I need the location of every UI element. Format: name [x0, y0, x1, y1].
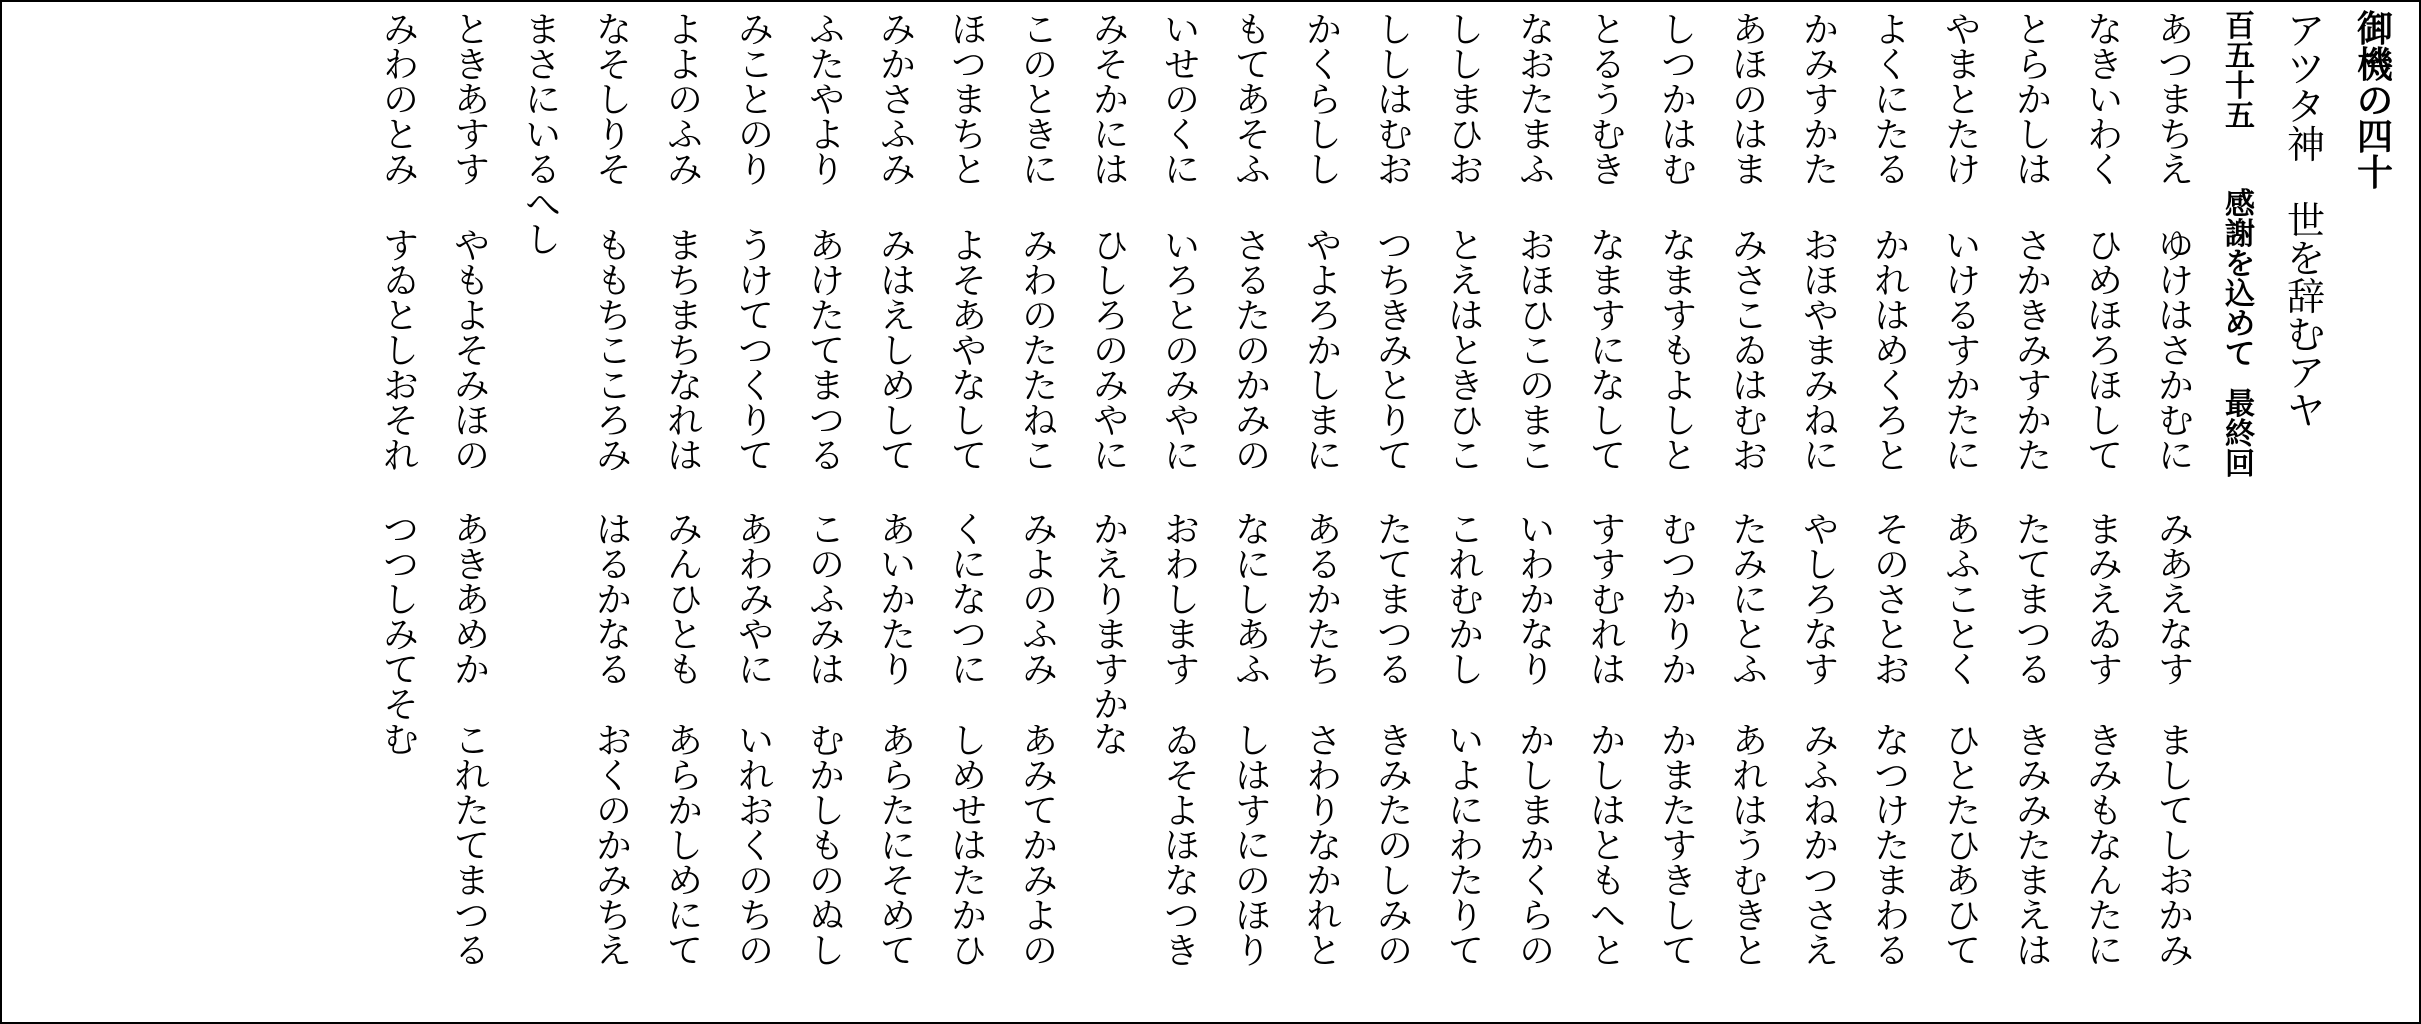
poem-line-5-part-3: そ の さ と お	[1874, 511, 1910, 691]
poem-line-8-part-1: し つ か は む	[1661, 11, 1697, 191]
poem-line-24-part-1: ま さ に い る へ し	[525, 11, 561, 261]
poem-line-6-part-3: や し ろ な す	[1803, 511, 1839, 691]
poem-line-21-part-4: い れ お く の ち の	[738, 722, 774, 972]
chapter-number: 百 五 十 五	[2225, 9, 2255, 134]
poem-line-19-part-3: あ い か た り	[880, 511, 916, 691]
document-title: 御 機 の 四 十	[2357, 9, 2394, 194]
poem-line-26-part-3: つ つ し み て そ む	[383, 511, 419, 761]
poem-line-25-part-4: こ れ た て ま つ る	[454, 722, 490, 972]
poem-line-20-part-2: あ け た て ま つ る	[809, 227, 845, 477]
poem-line-21-part-3: あ わ み や に	[738, 511, 774, 691]
poem-line-11-part-1: し し ま ひ お	[1448, 11, 1484, 191]
poem-line-9-part-3: す す む れ は	[1590, 511, 1626, 691]
poem-line-6-part-2: お ほ や ま み ね に	[1803, 227, 1839, 477]
poem-line-23-part-3: は る か な る	[596, 511, 632, 691]
poem-line-17-part-3: み よ の ふ み	[1022, 511, 1058, 691]
poem-line-7-part-4: あ れ は う む き と	[1732, 722, 1768, 972]
poem-line-18-part-1: ほ つ ま ち と	[951, 11, 987, 191]
poem-line-23-part-4: お く の か み ち え	[596, 722, 632, 972]
poem-line-15-part-1: い せ の く に	[1164, 11, 1200, 191]
poem-line-2-part-1: な き い わ く	[2087, 11, 2123, 191]
poem-line-15-part-3: お わ し ま す	[1164, 511, 1200, 691]
poem-line-15-part-4: ゐ そ よ ほ な つ き	[1164, 722, 1200, 972]
poem-line-18-part-2: よ そ あ や な し て	[951, 227, 987, 477]
poem-line-9-part-1: と る う む き	[1590, 11, 1626, 191]
poem-line-25-part-1: と き あ す す	[454, 11, 490, 191]
poem-line-8-part-2: な ま す も よ し と	[1661, 227, 1697, 477]
chapter-note: 感 謝 を 込 め て	[2225, 187, 2255, 372]
poem-line-4-part-2: い け る す か た に	[1945, 227, 1981, 477]
poem-line-25-part-3: あ き あ め か	[454, 511, 490, 691]
poem-line-4-part-3: あ ふ こ と く	[1945, 511, 1981, 691]
poem-line-9-part-2: な ま す に な し て	[1590, 227, 1626, 477]
poem-line-16-part-2: ひ し ろ の み や に	[1093, 227, 1129, 477]
poem-line-11-part-4: い よ に わ た り て	[1448, 722, 1484, 972]
poem-line-10-part-4: か し ま か く ら の	[1519, 722, 1555, 972]
poem-line-22-part-2: ま ち ま ち な れ は	[667, 227, 703, 477]
poem-line-1-part-3: み あ え な す	[2158, 511, 2194, 691]
poem-line-21-part-2: う け て つ く り て	[738, 227, 774, 477]
document-subtitle: ア ツ タ 神 世 を 辞 む ア ヤ	[2287, 9, 2326, 433]
poem-line-6-part-1: か み す か た	[1803, 11, 1839, 191]
poem-line-1-part-2: ゆ け は さ か む に	[2158, 227, 2194, 477]
poem-line-18-part-4: し め せ は た か ひ	[951, 722, 987, 972]
poem-line-2-part-4: き み も な ん た に	[2087, 722, 2123, 972]
poem-line-23-part-1: な そ し り そ	[596, 11, 632, 191]
poem-line-13-part-2: や よ ろ か し ま に	[1306, 227, 1342, 477]
poem-line-12-part-1: し し は む お	[1377, 11, 1413, 191]
poem-line-26-part-2: す ゐ と し お そ れ	[383, 227, 419, 477]
poem-line-3-part-4: き み み た ま え は	[2016, 722, 2052, 972]
poem-line-10-part-1: な お た ま ふ	[1519, 11, 1555, 191]
poem-line-17-part-1: こ の と き に	[1022, 11, 1058, 191]
poem-line-5-part-4: な つ け た ま わ る	[1874, 722, 1910, 972]
poem-line-17-part-4: あ み て か み よ の	[1022, 722, 1058, 972]
poem-line-12-part-4: き み た の し み の	[1377, 722, 1413, 972]
poem-line-22-part-1: よ よ の ふ み	[667, 11, 703, 191]
poem-line-14-part-1: も て あ そ ふ	[1235, 11, 1271, 191]
poem-line-22-part-3: み ん ひ と も	[667, 511, 703, 691]
poem-line-14-part-4: し は す に の ほ り	[1235, 722, 1271, 972]
poem-line-17-part-2: み わ の た た ね こ	[1022, 227, 1058, 477]
poem-line-7-part-1: あ ほ の は ま	[1732, 11, 1768, 191]
poem-line-20-part-1: ふ た や よ り	[809, 11, 845, 191]
poem-line-13-part-4: さ わ り な か れ と	[1306, 722, 1342, 972]
poem-line-25-part-2: や も よ そ み ほ の	[454, 227, 490, 477]
poem-line-5-part-1: よ く に た る	[1874, 11, 1910, 191]
poem-line-21-part-1: み こ と の り	[738, 11, 774, 191]
poem-line-14-part-2: さ る た の か み の	[1235, 227, 1271, 477]
poem-line-20-part-3: こ の ふ み は	[809, 511, 845, 691]
poem-line-7-part-2: み さ こ ゐ は む お	[1732, 227, 1768, 477]
poem-line-19-part-2: み は え し め し て	[880, 227, 916, 477]
poem-line-8-part-3: む つ か り か	[1661, 511, 1697, 691]
poem-line-19-part-4: あ ら た に そ め て	[880, 722, 916, 972]
poem-line-3-part-3: た て ま つ る	[2016, 511, 2052, 691]
poem-line-15-part-2: い ろ と の み や に	[1164, 227, 1200, 477]
poem-line-6-part-4: み ふ ね か つ さ え	[1803, 722, 1839, 972]
poem-line-13-part-1: か く ら し し	[1306, 11, 1342, 191]
poem-line-11-part-3: こ れ む か し	[1448, 511, 1484, 691]
poem-line-9-part-4: か し は と も へ と	[1590, 722, 1626, 972]
poem-line-23-part-2: も も ち こ こ ろ み	[596, 227, 632, 477]
poem-line-4-part-4: ひ と た ひ あ ひ て	[1945, 722, 1981, 972]
poem-line-14-part-3: な に し あ ふ	[1235, 511, 1271, 691]
poem-line-10-part-3: い わ か な り	[1519, 511, 1555, 691]
final-episode-label: 最 終 回	[2225, 387, 2255, 482]
poem-line-5-part-2: か れ は め く ろ と	[1874, 227, 1910, 477]
poem-line-3-part-2: さ か き み す か た	[2016, 227, 2052, 477]
poem-line-12-part-2: つ ち き み と り て	[1377, 227, 1413, 477]
poem-line-1-part-4: ま し て し お か み	[2158, 722, 2194, 972]
poem-line-7-part-3: た み に と ふ	[1732, 511, 1768, 691]
poem-line-16-part-1: み そ か に は	[1093, 11, 1129, 191]
poem-line-22-part-4: あ ら か し め に て	[667, 722, 703, 972]
poem-line-13-part-3: あ る か た ち	[1306, 511, 1342, 691]
poem-line-20-part-4: む か し も の ぬ し	[809, 722, 845, 972]
poem-line-1-part-1: あ つ ま ち え	[2158, 11, 2194, 191]
poem-line-18-part-3: く に な つ に	[951, 511, 987, 691]
poem-line-16-part-3: か え り ま す か な	[1093, 511, 1129, 761]
poem-line-2-part-3: ま み え ゐ す	[2087, 511, 2123, 691]
poem-line-4-part-1: や ま と た け	[1945, 11, 1981, 191]
poem-line-19-part-1: み か さ ふ み	[880, 11, 916, 191]
poem-line-2-part-2: ひ め ほ ろ ほ し て	[2087, 227, 2123, 477]
poem-line-8-part-4: か ま た す き し て	[1661, 722, 1697, 972]
poem-line-12-part-3: た て ま つ る	[1377, 511, 1413, 691]
poem-line-26-part-1: み わ の と み	[383, 11, 419, 191]
poem-line-10-part-2: お ほ ひ こ の ま こ	[1519, 227, 1555, 477]
poem-line-11-part-2: と え は と き ひ こ	[1448, 227, 1484, 477]
poem-line-3-part-1: と ら か し は	[2016, 11, 2052, 191]
